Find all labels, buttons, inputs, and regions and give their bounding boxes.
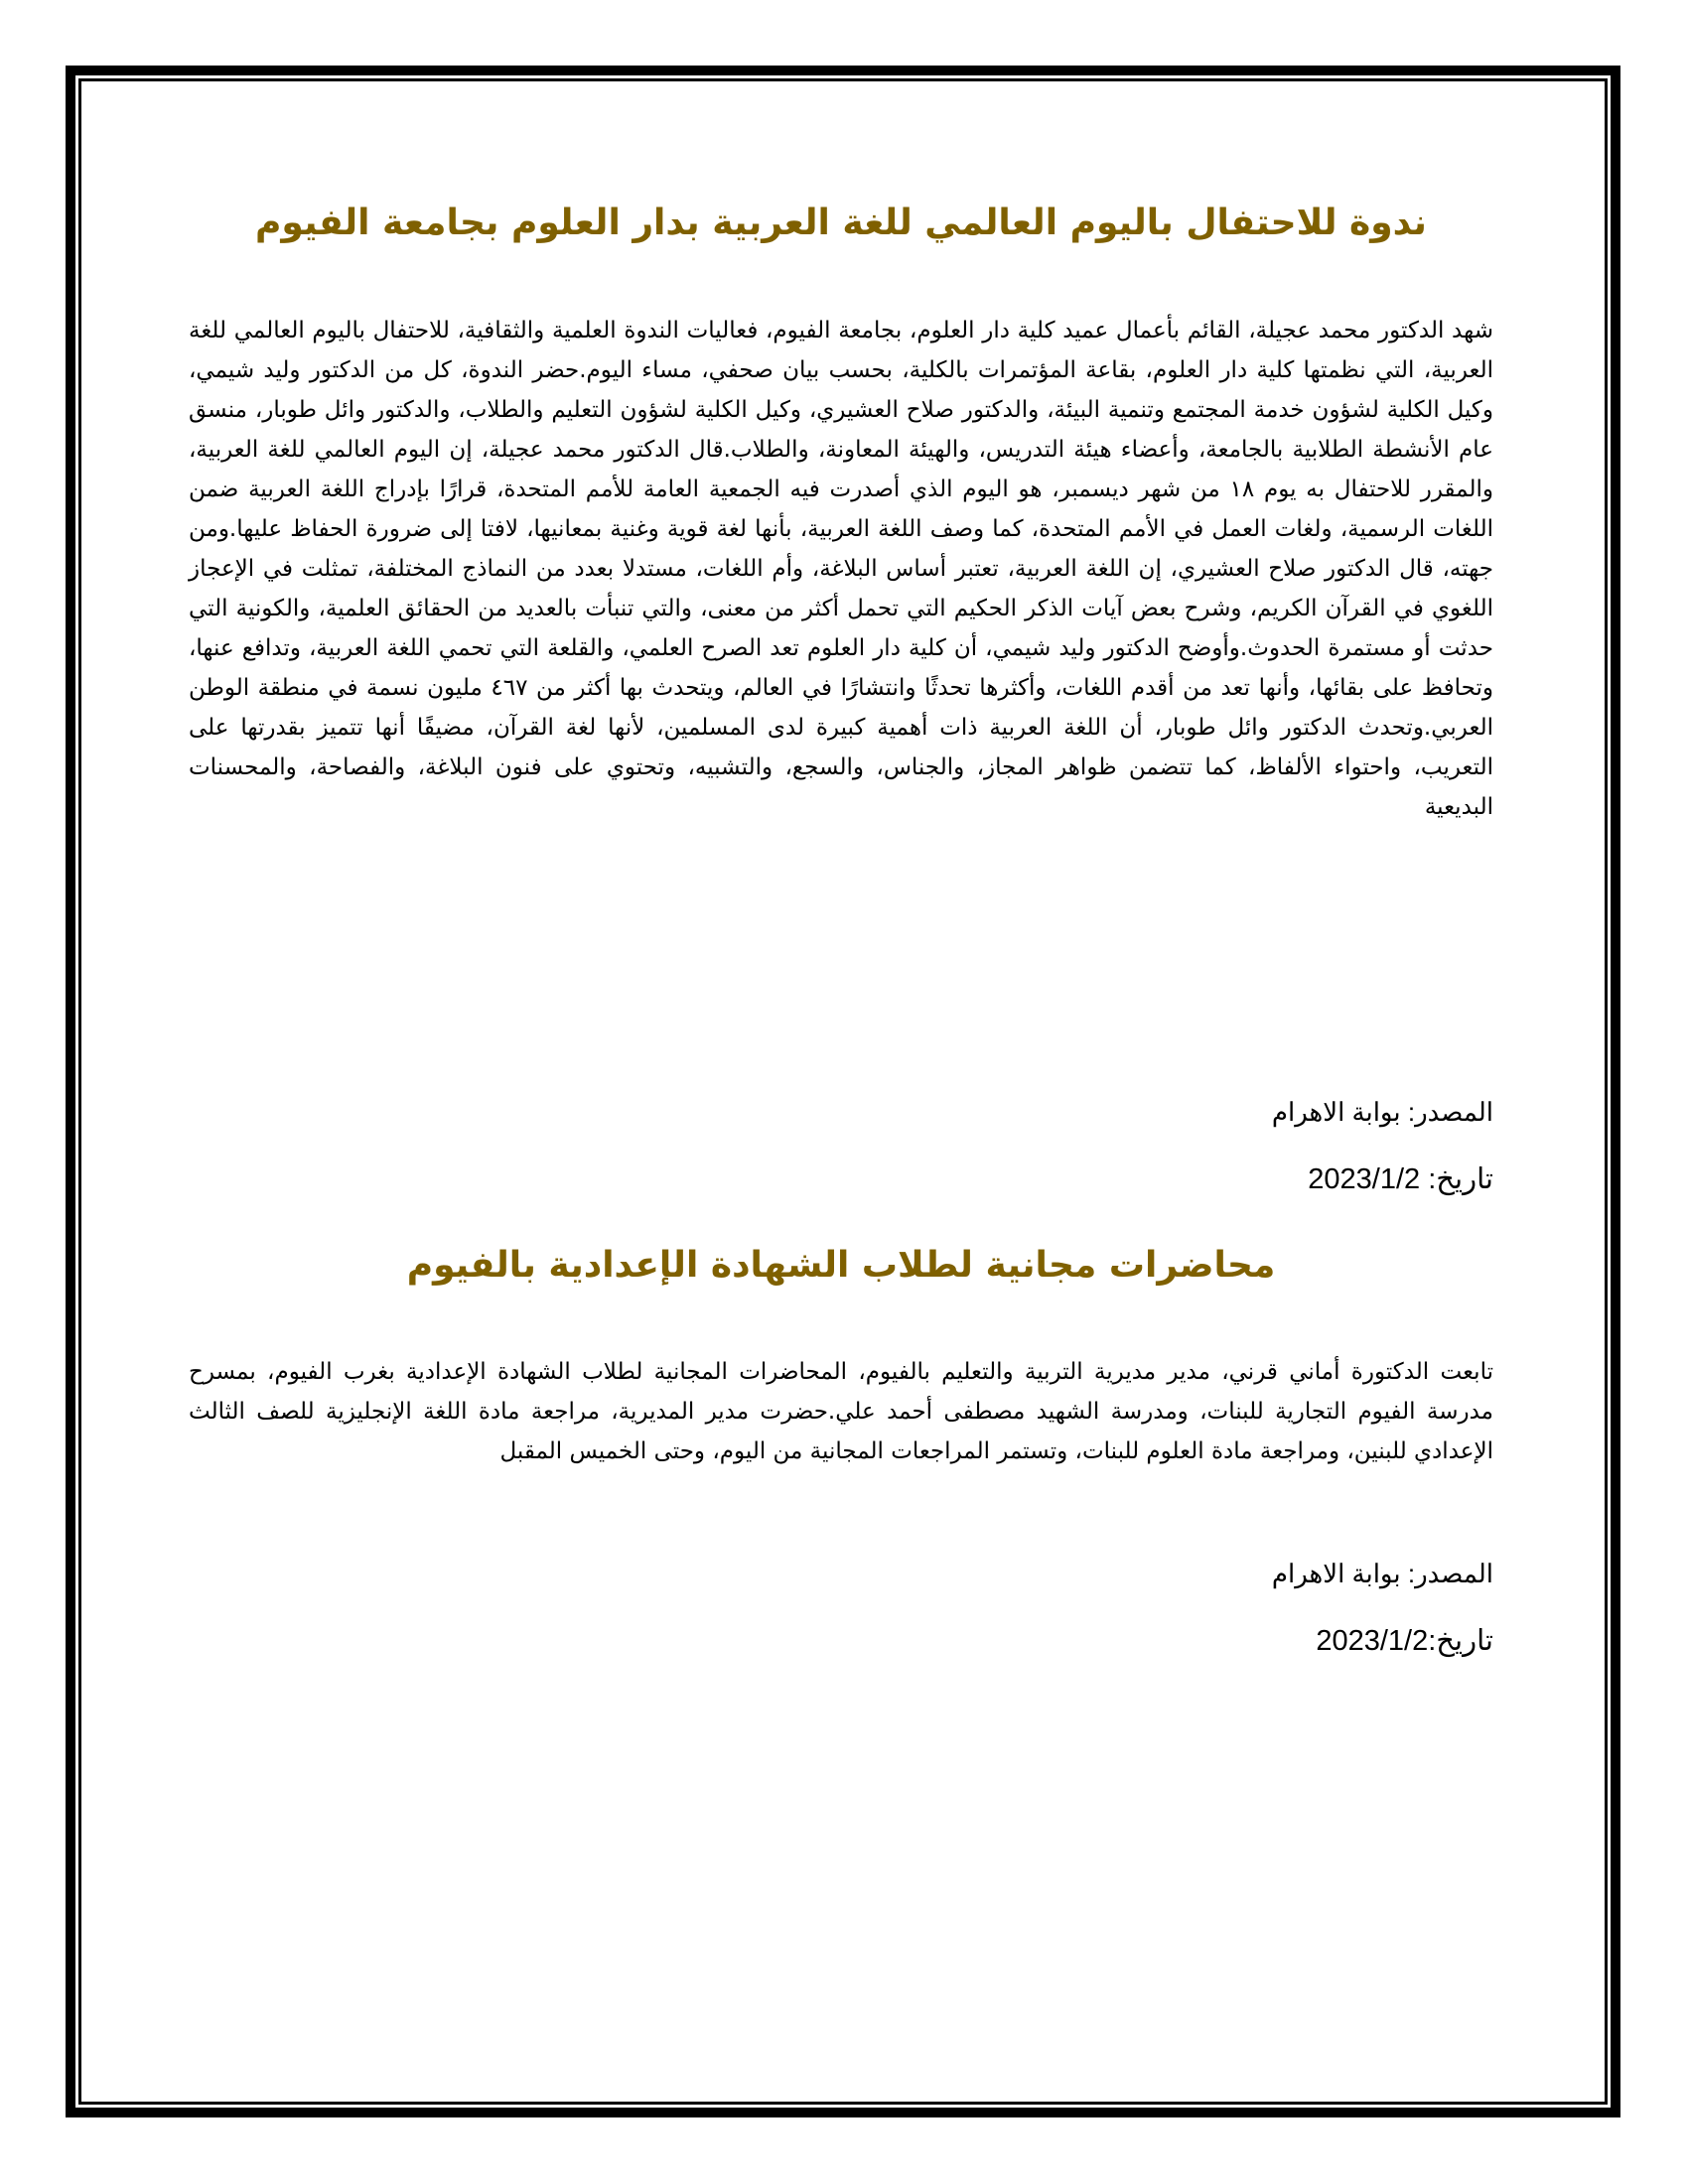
source-label: المصدر:: [1407, 1559, 1493, 1588]
source-value: بوابة الاهرام: [1271, 1097, 1401, 1127]
article-source: [1272, 1554, 1493, 1593]
source-value: بوابة الاهرام: [1271, 1559, 1401, 1588]
article-title: ندوة للاحتفال باليوم العالمي للغة العربية بدار العلوم بجامعة الفيوم: [255, 203, 1427, 243]
date-label: تاريخ:: [1428, 1625, 1493, 1657]
source-label: المصدر:: [1407, 1097, 1493, 1127]
article-source: [1272, 1092, 1493, 1132]
article-body: شهد الدكتور محمد عجيلة، القائم بأعمال عميد كلية دار العلوم، بجامعة الفيوم، فعاليات الندوة العلمية والثقافية، للاحتفال باليوم العالمي للغة العربية، التي نظمتها كلية دار العلوم، بقاعة المؤتمرات بالكلية، بحسب بيان صحفي، مساء اليوم.حضر الندوة، كل من الدكتور وليد شيمي، وكيل الكلية لشؤون خدمة المجتمع وتنمية البيئة، والدكتور صلاح العشيري، وكيل الكلية لشؤون التعليم والطلاب، والدكتور وائل طوبار، منسق عام الأنشطة الطلابية بالجامعة، وأعضاء هيئة التدريس، والهيئة المعاونة، والطلاب.قال الدكتور محمد عجيلة، إن اليوم العالمي للغة العربية، والمقرر للاحتفال به يوم ١٨ من شهر ديسمبر، هو اليوم الذي أصدرت فيه الجمعية العامة للأمم المتحدة، قرارًا بإدراج اللغة العربية ضمن اللغات الرسمية، ولغات العمل في الأمم المتحدة، كما وصف اللغة العربية، بأنها لغة قوية وغنية بمعانيها، لافتا إلى ضرورة الحفاظ عليها.ومن جهته، قال الدكتور صلاح العشيري، إن اللغة العربية، تعتبر أساس البلاغة، وأم اللغات، مستدلا بعدد من النماذج المختلفة، تمثلت في الإعجاز اللغوي في القرآن الكريم، وشرح بعض آيات الذكر الحكيم التي تحمل أكثر من معنى، والتي تنبأت بالعديد من الحقائق العلمية، والكونية التي حدثت أو مستمرة الحدوث.وأوضح الدكتور وليد شيمي، أن كلية دار العلوم تعد الصرح العلمي، والقلعة التي تحمي اللغة العربية، وتدافع عنها، وتحافظ على بقائها، وأنها تعد من أقدم اللغات، وأكثرها تحدثًا وانتشارًا في العالم، ويتحدث بها أكثر من ٤٦٧ مليون نسمة في منطقة الوطن العربي.وتحدث الدكتور وائل طوبار، أن اللغة العربية ذات أهمية كبيرة لدى المسلمين، لأنها لغة القرآن، مضيفًا أنها تتميز بقدرتها على التعريب، واحتواء الألفاظ، كما تتضمن ظواهر المجاز، والجناس، والسجع، والتشبيه، وتحتوي على فنون البلاغة، والفصاحة، والمحسنات البديعية: [189, 318, 1493, 820]
date-value: 2023/1/2: [1308, 1163, 1421, 1195]
article-date: [1308, 1160, 1493, 1199]
article-title: محاضرات مجانية لطلاب الشهادة الإعدادية بالفيوم: [406, 1245, 1276, 1286]
article-body: تابعت الدكتورة أماني قرني، مدير مديرية التربية والتعليم بالفيوم، المحاضرات المجانية لطلاب الشهادة الإعدادية بغرب الفيوم، بمسرح مدرسة الفيوم التجارية للبنات، ومدرسة الشهيد مصطفى أحمد علي.حضرت مدير المديرية، مراجعة مادة اللغة الإنجليزية للصف الثالث الإعدادي للبنين، ومراجعة مادة العلوم للبنات، وتستمر المراجعات المجانية من اليوم، وحتى الخميس المقبل: [189, 1359, 1493, 1464]
article-date: [1316, 1621, 1493, 1661]
date-value: 2023/1/2: [1316, 1625, 1429, 1657]
date-label: تاريخ:: [1428, 1163, 1493, 1195]
